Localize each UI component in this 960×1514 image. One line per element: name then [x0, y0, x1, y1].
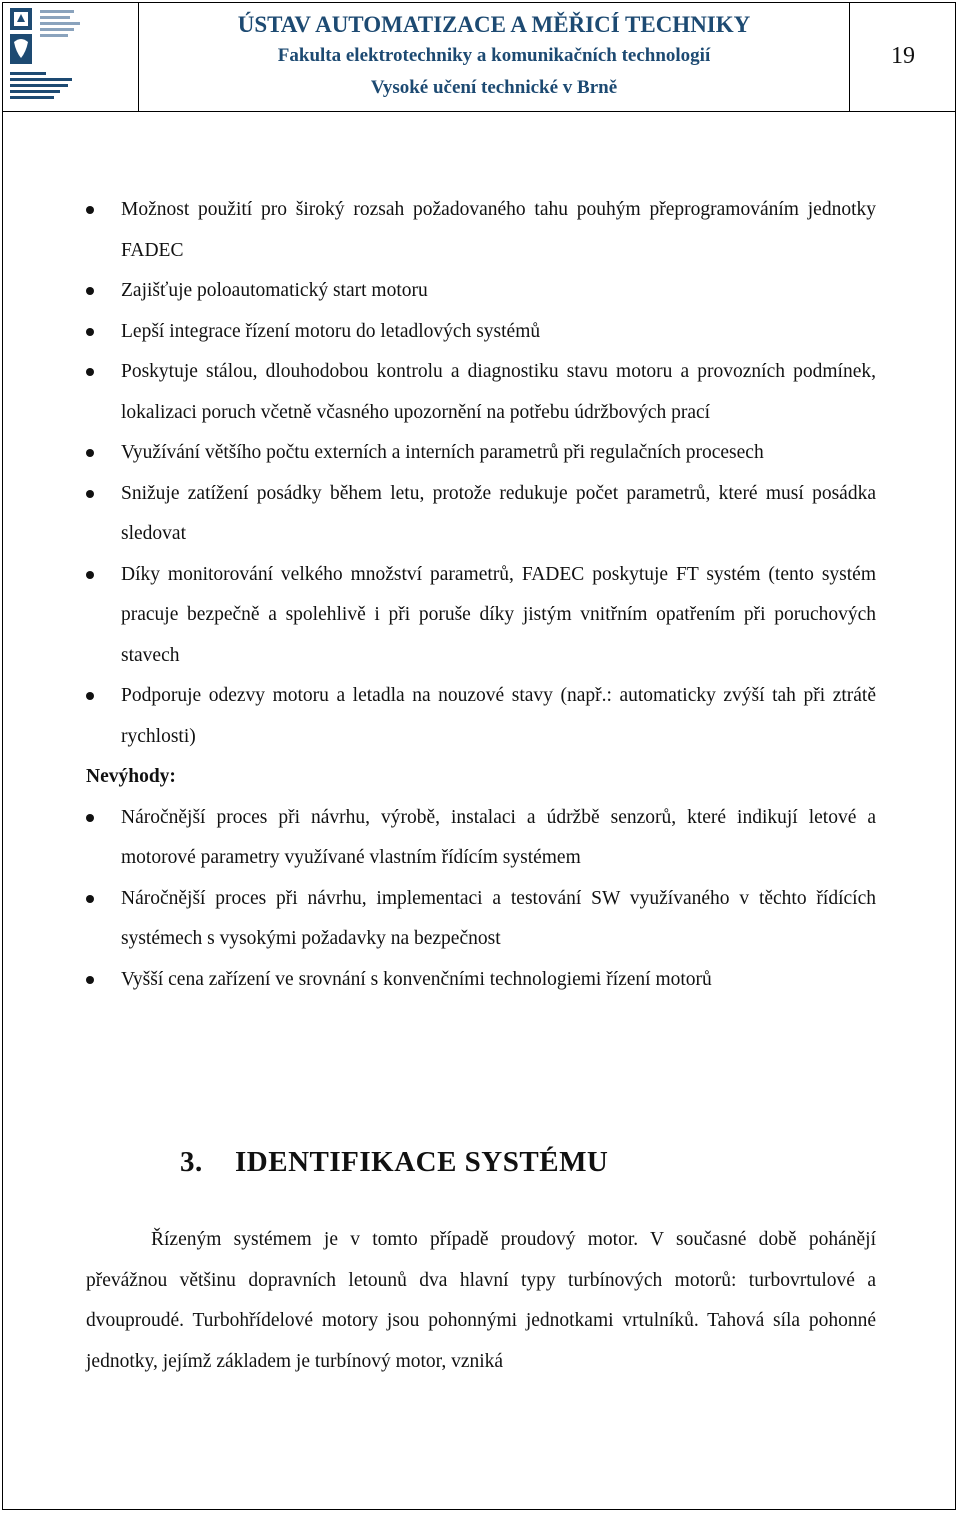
list-item: Vyšší cena zařízení ve srovnání s konvenčními technologiemi řízení motorů — [86, 960, 876, 1001]
page-number: 19 — [891, 43, 915, 69]
faculty-name: Fakulta elektrotechniky a komunikačních technologií — [277, 45, 711, 66]
section-heading — [180, 1146, 608, 1179]
list-item: Snižuje zatížení posádky během letu, protože redukuje počet parametrů, které musí posádka sledovat — [86, 474, 876, 555]
vut-logo-icon — [2, 2, 139, 111]
advantages-list — [86, 190, 876, 757]
disadvantages-list — [86, 798, 876, 1001]
page-header — [2, 2, 956, 112]
list-item: Zajišťuje poloautomatický start motoru — [86, 271, 876, 312]
list-item: Díky monitorování velkého množství parametrů, FADEC poskytuje FT systém (tento systém pracuje bezpečně a spolehlivě i při poruše díky jistým vnitřním opatřením při poruchových stavech — [86, 555, 876, 677]
institute-name: ÚSTAV AUTOMATIZACE A MĚŘICÍ TECHNIKY — [237, 12, 751, 37]
list-item: Náročnější proces při návrhu, výrobě, instalaci a údržbě senzorů, které indikují letové a motorové parametry využívané vlastním řídícím systémem — [86, 798, 876, 879]
main-content — [86, 190, 876, 1000]
list-item: Podporuje odezvy motoru a letadla na nouzové stavy (např.: automaticky zvýší tah při ztrátě rychlosti) — [86, 676, 876, 757]
list-item: Náročnější proces při návrhu, implementaci a testování SW využívaného v těchto řídících systémech s vysokými požadavky na bezpečnost — [86, 879, 876, 960]
section-number: 3. — [180, 1146, 203, 1178]
disadvantages-heading: Nevýhody: — [86, 766, 176, 787]
list-item: Možnost použití pro široký rozsah požadovaného tahu pouhým přeprogramováním jednotky FADEC — [86, 190, 876, 271]
header-title-block — [139, 2, 850, 111]
body-paragraph: Řízeným systémem je v tomto případě proudový motor. V současné době pohánějí převážnou většinu dopravních letounů dva hlavní typy turbínových motorů: turbovrtulové a dvouproudé. Turbohřídelové motory jsou pohonnými jednotkami vrtulníků. Tahová síla pohonné jednotky, jejímž základem je turbínový motor, vzniká — [86, 1229, 876, 1372]
section-title: IDENTIFIKACE SYSTÉMU — [235, 1146, 609, 1178]
university-logo — [2, 2, 139, 111]
list-item: Poskytuje stálou, dlouhodobou kontrolu a diagnostiku stavu motoru a provozních podmínek, lokalizaci poruch včetně včasného upozornění na potřebu údržbových prací — [86, 352, 876, 433]
university-name: Vysoké učení technické v Brně — [370, 77, 618, 98]
list-item: Využívání většího počtu externích a interních parametrů při regulačních procesech — [86, 433, 876, 474]
list-item: Lepší integrace řízení motoru do letadlových systémů — [86, 312, 876, 353]
